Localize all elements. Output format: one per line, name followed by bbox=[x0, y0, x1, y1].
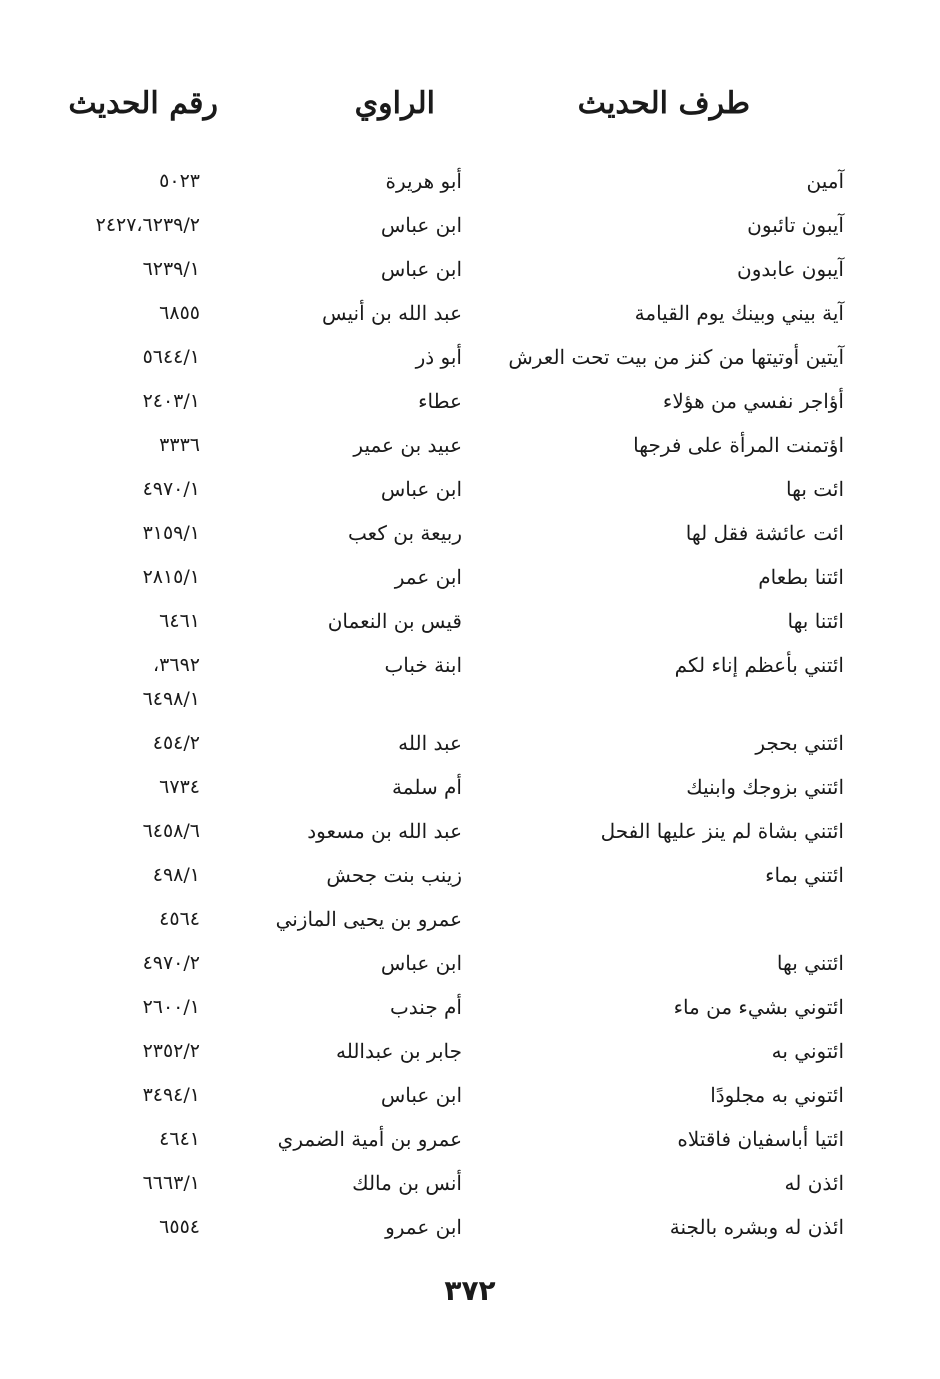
narrator: عبد الله بن مسعود bbox=[307, 819, 462, 843]
hadith-number: ٦٢٣٩/١ bbox=[142, 258, 200, 280]
table-row bbox=[0, 644, 940, 722]
table-row bbox=[0, 336, 940, 380]
hadith-number: ٢٤٢٧،٦٢٣٩/٢ bbox=[95, 214, 200, 236]
narrator: عبيد بن عمير bbox=[353, 433, 462, 457]
narrator-line2: عمرو بن يحيى المازني bbox=[275, 907, 462, 931]
table-row bbox=[0, 1162, 940, 1206]
hadith-number: ٦٦٦٣/١ bbox=[142, 1172, 200, 1194]
hadith-text: ائتني بزوجك وابنيك bbox=[686, 775, 844, 799]
hadith-text: آمين bbox=[806, 169, 844, 193]
column-header-number: رقم الحديث bbox=[68, 86, 218, 121]
narrator: ابنة خباب bbox=[384, 653, 462, 677]
hadith-number: ٤٦٤١ bbox=[159, 1128, 200, 1150]
table-row bbox=[0, 986, 940, 1030]
narrator: قيس بن النعمان bbox=[327, 609, 462, 633]
table-row bbox=[0, 468, 940, 512]
hadith-number: ٦٧٣٤ bbox=[159, 776, 200, 798]
hadith-text: ائتني بها bbox=[776, 951, 844, 975]
narrator: ربيعة بن كعب bbox=[348, 521, 462, 545]
column-header-hadith: طرف الحديث bbox=[577, 86, 750, 121]
hadith-number: ٦٨٥٥ bbox=[159, 302, 200, 324]
hadith-text: آيتين أوتيتها من كنز من بيت تحت العرش bbox=[508, 345, 844, 369]
hadith-number: ٤٩٧٠/١ bbox=[142, 478, 200, 500]
hadith-text: ائتني بحجر bbox=[755, 731, 844, 755]
table-row bbox=[0, 424, 940, 468]
hadith-index-table bbox=[0, 160, 940, 1250]
hadith-number-line2: ٤٥٦٤ bbox=[159, 908, 200, 930]
hadith-number: ٢٣٥٢/٢ bbox=[142, 1040, 200, 1062]
narrator: عبد الله بن أنيس bbox=[322, 301, 462, 325]
table-row bbox=[0, 160, 940, 204]
hadith-number: ٦٤٦١ bbox=[159, 610, 200, 632]
hadith-text: ائت بها bbox=[786, 477, 844, 501]
hadith-number: ٥٠٢٣ bbox=[159, 170, 200, 192]
hadith-number: ٢٦٠٠/١ bbox=[142, 996, 200, 1018]
hadith-number: ٢٤٠٣/١ bbox=[142, 390, 200, 412]
hadith-number: ٦٥٥٤ bbox=[159, 1216, 200, 1238]
narrator: ابن عمرو bbox=[385, 1215, 462, 1239]
hadith-text: ائتوني به مجلودًا bbox=[710, 1083, 844, 1107]
hadith-text: ائتني بأعظم إناء لكم bbox=[674, 653, 844, 677]
column-header-narrator: الراوي bbox=[354, 86, 435, 121]
narrator-line1: زينب بنت جحش bbox=[326, 863, 462, 887]
narrator: ابن عباس bbox=[380, 1083, 462, 1107]
hadith-number: ٤٥٤/٢ bbox=[152, 732, 200, 754]
hadith-text: ائت عائشة فقل لها bbox=[685, 521, 844, 545]
hadith-text: ائتوني بشيء من ماء bbox=[673, 995, 844, 1019]
table-row bbox=[0, 292, 940, 336]
narrator: عطاء bbox=[418, 389, 462, 413]
narrator: عبد الله bbox=[398, 731, 462, 755]
hadith-text: ائتوني به bbox=[771, 1039, 844, 1063]
hadith-number: ٥٦٤٤/١ bbox=[142, 346, 200, 368]
table-row bbox=[0, 248, 940, 292]
narrator: ابن عمر bbox=[394, 565, 462, 589]
table-row bbox=[0, 810, 940, 854]
table-row bbox=[0, 1118, 940, 1162]
hadith-number-line1: ٣٦٩٢، bbox=[153, 654, 200, 676]
table-row bbox=[0, 722, 940, 766]
hadith-number: ٣٤٩٤/١ bbox=[142, 1084, 200, 1106]
hadith-text: ائذن له وبشره بالجنة bbox=[669, 1215, 844, 1239]
hadith-text: اؤتمنت المرأة على فرجها bbox=[633, 433, 844, 457]
narrator: أبو ذر bbox=[415, 345, 462, 369]
narrator bbox=[276, 858, 462, 936]
hadith-number-line1: ٤٩٨/١ bbox=[152, 864, 200, 886]
table-row bbox=[0, 1074, 940, 1118]
narrator: أنس بن مالك bbox=[352, 1171, 462, 1195]
narrator: ابن عباس bbox=[380, 213, 462, 237]
narrator: ابن عباس bbox=[380, 477, 462, 501]
hadith-number-line2: ٦٤٩٨/١ bbox=[142, 688, 200, 710]
table-row bbox=[0, 204, 940, 248]
hadith-number: ٤٩٧٠/٢ bbox=[142, 952, 200, 974]
narrator: أم جندب bbox=[389, 995, 462, 1019]
table-row bbox=[0, 942, 940, 986]
hadith-text: ائتني بشاة لم ينز عليها الفحل bbox=[600, 819, 844, 843]
hadith-number: ٢٨١٥/١ bbox=[142, 566, 200, 588]
narrator: عمرو بن أمية الضمري bbox=[277, 1127, 462, 1151]
hadith-number bbox=[50, 648, 200, 716]
narrator: أم سلمة bbox=[392, 775, 462, 799]
hadith-number bbox=[50, 858, 200, 936]
hadith-number: ٦٤٥٨/٦ bbox=[142, 820, 200, 842]
table-row bbox=[0, 766, 940, 810]
table-row bbox=[0, 556, 940, 600]
page-number: ٣٧٢ bbox=[444, 1274, 496, 1307]
table-row bbox=[0, 1030, 940, 1074]
hadith-text: أؤاجر نفسي من هؤلاء bbox=[662, 389, 844, 413]
hadith-text: آية بيني وبينك يوم القيامة bbox=[634, 301, 844, 325]
table-row bbox=[0, 854, 940, 942]
hadith-number: ٣٣٣٦ bbox=[159, 434, 200, 456]
hadith-text: ائتني بماء bbox=[765, 863, 844, 887]
narrator: ابن عباس bbox=[380, 257, 462, 281]
hadith-number: ٣١٥٩/١ bbox=[142, 522, 200, 544]
table-row bbox=[0, 1206, 940, 1250]
hadith-text: آيبون عابدون bbox=[737, 257, 844, 281]
narrator: جابر بن عبدالله bbox=[335, 1039, 462, 1063]
hadith-text: ائتنا بطعام bbox=[758, 565, 844, 589]
hadith-text: ائذن له bbox=[784, 1171, 844, 1195]
table-row bbox=[0, 512, 940, 556]
hadith-text: آيبون تائبون bbox=[747, 213, 844, 237]
narrator: ابن عباس bbox=[380, 951, 462, 975]
table-row bbox=[0, 380, 940, 424]
table-row bbox=[0, 600, 940, 644]
narrator: أبو هريرة bbox=[385, 169, 462, 193]
hadith-text: ائتنا بها bbox=[787, 609, 844, 633]
hadith-text: ائتيا أباسفيان فاقتلاه bbox=[677, 1127, 844, 1151]
